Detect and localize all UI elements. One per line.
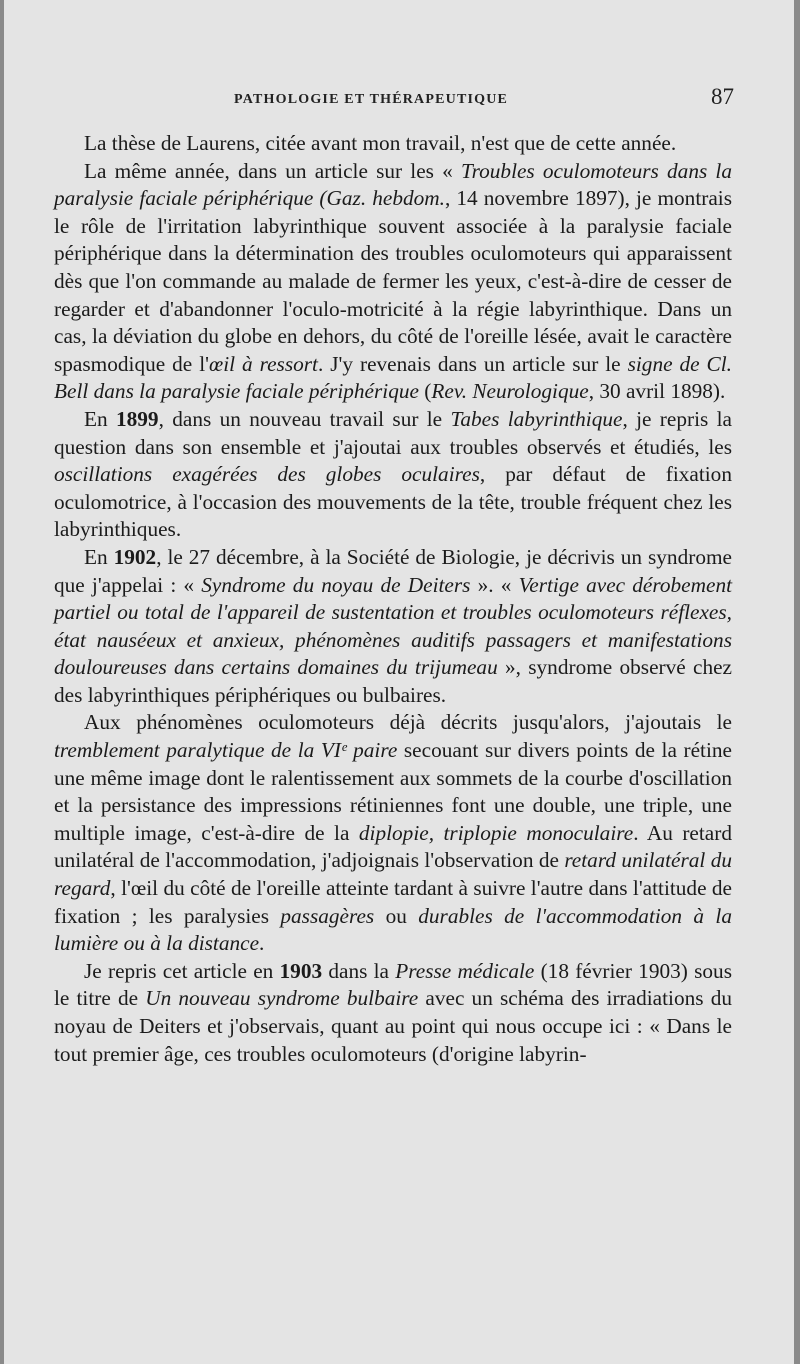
text-run: dans la: [322, 958, 396, 983]
text-run: .: [259, 931, 265, 956]
text-run: , 30 avril 1898).: [588, 379, 726, 404]
text-run: En: [84, 544, 114, 569]
italic-text: Rev. Neurologique: [431, 379, 589, 404]
paragraph: [54, 406, 732, 544]
text-run: Aux phénomènes oculomoteurs déjà décrits jusqu'alors, j'ajoutais le: [84, 710, 732, 735]
italic-text: tremblement paralytique de la VIᵉ paire: [54, 738, 398, 763]
text-run: En: [84, 406, 116, 431]
italic-text: passagères: [280, 903, 375, 928]
text-run: Je repris cet article en: [84, 958, 280, 983]
running-title: PATHOLOGIE ET THÉRAPEUTIQUE: [234, 92, 509, 107]
bold-year: 1902: [113, 544, 157, 569]
text-run: (18 février 1903) sous le titre de: [54, 958, 732, 1011]
book-page: [4, 0, 794, 1364]
italic-text: durables de l'accommodation à la lumière ou à la distance: [54, 903, 732, 956]
bold-year: 1899: [115, 406, 159, 431]
italic-text: oscillations exagérées des globes oculaires: [54, 462, 480, 487]
italic-text: Presse médicale: [395, 958, 535, 983]
italic-text: Un nouveau syndrome bulbaire: [145, 986, 419, 1011]
paragraph: [54, 958, 732, 1068]
text-run: , je repris la question dans son ensemble et j'ajoutai aux troubles observés et étudiés, les: [54, 406, 732, 459]
italic-text: Tabes labyrinthique: [450, 406, 623, 431]
text-run: », syndrome observé chez des labyrinthiques périphériques ou bulbaires.: [54, 655, 733, 707]
italic-text: Vertige avec dérobement partiel ou total de l'appareil de sustentation et troubles oculomoteurs réflexes, état nauséeux et anxieux, phénomènes auditifs passagers et manifestations douloureuses dans certains domaines du trijumeau: [54, 572, 733, 680]
text-run: avec un schéma des irradiations du noyau de Deiters et j'observais, quant au point qui nous occupe ici : « Dans le tout premier âge, ces troubles oculomoteurs (d'origine labyrin-: [54, 986, 732, 1066]
text-run: , par défaut de fixation oculomotrice, à l'occasion des mouvements de la tête, trouble fréquent chez les labyrinthiques.: [54, 462, 732, 542]
paragraph: [54, 130, 732, 158]
paragraph: [54, 544, 732, 710]
body-text: [54, 130, 732, 1068]
text-run: La même année, dans un article sur les «: [84, 158, 461, 183]
paragraph: [54, 709, 732, 957]
italic-text: Syndrome du noyau de Deiters: [201, 572, 471, 597]
italic-text: Troubles oculomoteurs dans la paralysie faciale périphérique (Gaz. hebdom.: [54, 158, 732, 211]
text-run: , dans un nouveau travail sur le: [158, 406, 451, 431]
italic-text: retard unilatéral du regard: [54, 848, 732, 901]
text-run: secouant sur divers points de la rétine une même image dont le ralentissement aux sommets de la courbe d'oscillation et la persistance des impressions rétiniennes font une double, une triple, une multiple image, c'est-à-dire de la: [54, 738, 732, 845]
text-run: La thèse de Laurens, citée avant mon travail, n'est que de cette année.: [84, 131, 677, 155]
text-run: (: [418, 379, 432, 404]
text-run: . Au retard unilatéral de l'accommodation, j'adjoignais l'observation de: [54, 820, 732, 873]
bold-year: 1903: [279, 958, 323, 983]
text-run: ». «: [470, 572, 519, 597]
italic-text: signe de Cl. Bell dans la paralysie faciale périphérique: [54, 351, 733, 404]
paragraph: [54, 158, 732, 406]
text-run: , l'œil du côté de l'oreille atteinte tardant à suivre l'autre dans l'attitude de fixation ; les paralysies: [54, 876, 732, 928]
italic-text: diplopie, triplopie monoculaire: [358, 820, 634, 845]
text-run: , le 27 décembre, à la Société de Biologie, je décrivis un syndrome que j'appelai : «: [54, 544, 732, 597]
page-header: [234, 84, 734, 114]
text-run: , 14 novembre 1897), je montrais le rôle de l'irritation labyrinthique souvent associée à la paralysie faciale périphérique dans la détermination des troubles oculomoteurs qui apparaissent dès que l'on commande au malade de fermer les yeux, c'est-à-dire de cesser de regarder et d'abandonner l'oculo-motricité à la régie labyrinthique. Dans un cas, la déviation du globe en dehors, du côté de l'oreille lésée, avait le caractère spasmodique de l': [54, 186, 732, 376]
text-run: . J'y revenais dans un article sur le: [317, 351, 628, 376]
text-run: ou: [374, 903, 419, 928]
page-number: 87: [711, 84, 734, 109]
italic-text: œil à ressort: [208, 351, 318, 376]
